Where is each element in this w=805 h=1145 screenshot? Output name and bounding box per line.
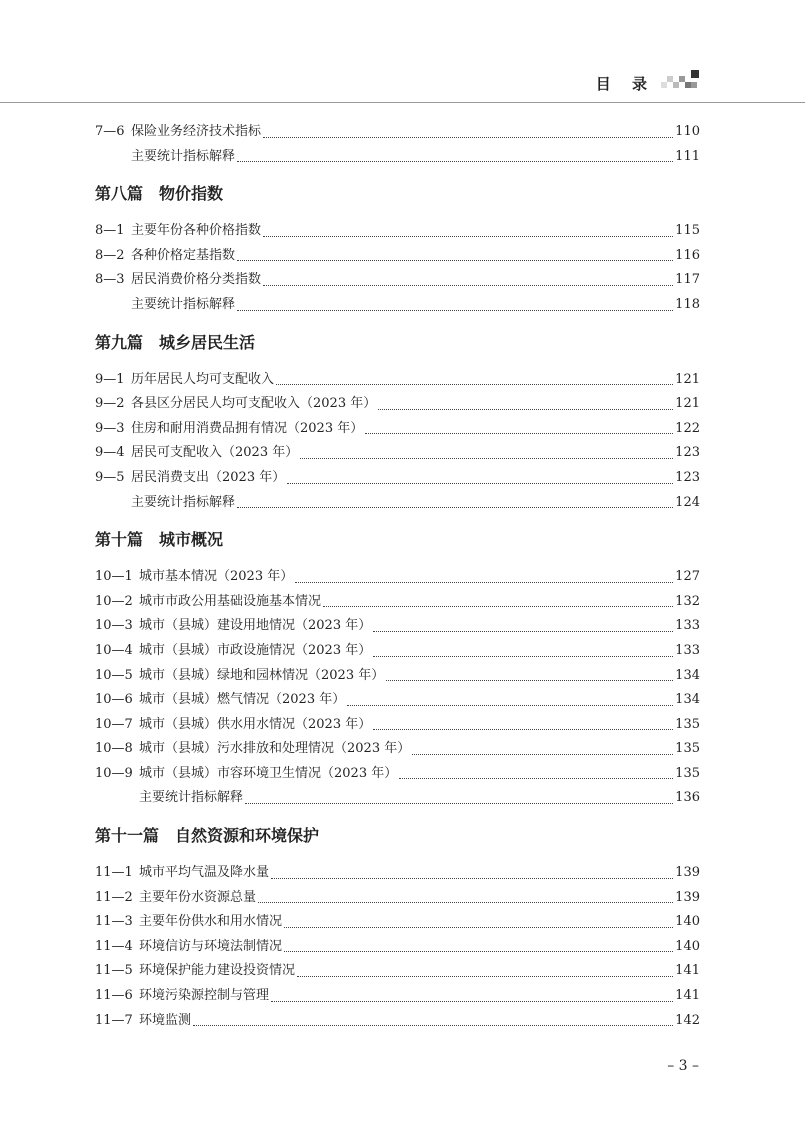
entry-page: 115 [675, 223, 700, 239]
toc-entry[interactable] [95, 688, 700, 713]
dot-leader [399, 777, 673, 779]
entry-page: 141 [675, 988, 700, 1004]
toc-entry[interactable] [95, 491, 700, 516]
dot-leader [378, 408, 673, 410]
entry-number: 10—7 [95, 716, 133, 732]
toc-entry[interactable] [95, 466, 700, 491]
entry-number: 11—4 [95, 938, 133, 954]
entry-title: 城市市政公用基础设施基本情况 [139, 593, 322, 609]
entry-title: 城市（县城）绿地和园林情况（2023 年） [139, 667, 385, 683]
table-of-contents [95, 120, 700, 1033]
entry-page: 111 [675, 148, 700, 164]
dot-leader [276, 383, 673, 385]
entry-number: 9—1 [95, 371, 125, 387]
entry-number: 8—1 [95, 223, 125, 239]
entry-page: 133 [675, 618, 700, 634]
toc-entry[interactable] [95, 639, 700, 664]
toc-entry[interactable] [95, 565, 700, 590]
dot-leader [365, 432, 673, 434]
toc-entry[interactable] [95, 737, 700, 762]
entry-number: 11—6 [95, 988, 133, 1004]
entry-title: 居民可支配收入（2023 年） [131, 445, 299, 461]
entry-page: 117 [675, 272, 700, 288]
toc-entry[interactable] [95, 664, 700, 689]
header-label: 目 录 [595, 75, 655, 93]
entry-page: 110 [675, 124, 700, 139]
header-decoration-icon [661, 70, 701, 94]
toc-entry[interactable] [95, 959, 700, 984]
toc-entry[interactable] [95, 886, 700, 911]
dot-leader [237, 160, 673, 162]
dot-leader [263, 136, 673, 138]
entry-page: 142 [675, 1012, 700, 1028]
entry-page: 124 [675, 494, 700, 510]
dot-leader [237, 506, 673, 508]
entry-number: 9—4 [95, 445, 125, 461]
toc-entry[interactable] [95, 268, 700, 293]
toc-entry[interactable] [95, 293, 700, 318]
entry-page: 139 [675, 865, 700, 881]
entry-page: 135 [675, 716, 700, 732]
entry-title: 主要年份各种价格指数 [131, 223, 262, 239]
entry-number: 11—3 [95, 914, 133, 930]
entry-number: 10—3 [95, 618, 133, 634]
toc-entry[interactable] [95, 441, 700, 466]
entry-number: 10—2 [95, 593, 133, 609]
entry-page: 134 [675, 667, 700, 683]
toc-entry[interactable] [95, 590, 700, 615]
dot-leader [271, 1000, 673, 1002]
entry-number: 11—2 [95, 889, 133, 905]
toc-entry[interactable] [95, 392, 700, 417]
toc-entry[interactable] [95, 244, 700, 269]
entry-title: 环境保护能力建设投资情况 [139, 963, 296, 979]
entry-page: 140 [675, 938, 700, 954]
entry-number: 8—2 [95, 247, 125, 263]
entry-page: 139 [675, 889, 700, 905]
entry-title: 居民消费价格分类指数 [131, 272, 262, 288]
dot-leader [193, 1024, 673, 1026]
dot-leader [347, 704, 673, 706]
toc-entry[interactable] [95, 713, 700, 738]
toc-entry[interactable] [95, 984, 700, 1009]
entry-page: 118 [675, 296, 700, 312]
entry-number: 11—7 [95, 1012, 133, 1028]
entry-title: 各县区分居民人均可支配收入（2023 年） [131, 396, 377, 412]
entry-title: 住房和耐用消费品拥有情况（2023 年） [131, 420, 364, 436]
entry-page: 132 [675, 593, 700, 609]
entry-page: 135 [675, 765, 700, 781]
toc-entry[interactable] [95, 861, 700, 886]
entry-page: 133 [675, 642, 700, 658]
dot-leader [263, 235, 673, 237]
entry-number: 10—9 [95, 765, 133, 781]
dot-leader [323, 605, 673, 607]
toc-entry[interactable] [95, 762, 700, 787]
dot-leader [245, 802, 673, 804]
entry-number: 11—1 [95, 865, 133, 881]
entry-page: 123 [675, 445, 700, 461]
toc-entry[interactable] [95, 786, 700, 811]
entry-title: 居民消费支出（2023 年） [131, 469, 286, 485]
toc-entry[interactable] [95, 145, 700, 170]
header-rule [0, 102, 805, 103]
page-number: – 3 – [667, 1058, 699, 1074]
entry-title: 主要年份供水和用水情况 [139, 914, 283, 930]
entry-page: 123 [675, 469, 700, 485]
entry-title: 保险业务经济技术指标 [131, 124, 262, 139]
entry-title: 环境监测 [139, 1012, 192, 1028]
entry-title: 城市基本情况（2023 年） [139, 569, 294, 585]
entry-title: 环境污染源控制与管理 [139, 988, 270, 1004]
entry-title: 城市（县城）建设用地情况（2023 年） [139, 618, 372, 634]
dot-leader [386, 679, 673, 681]
entry-title: 城市（县城）市容环境卫生情况（2023 年） [139, 765, 398, 781]
entry-number: 9—2 [95, 396, 125, 412]
entry-number: 10—4 [95, 642, 133, 658]
entry-number: 10—5 [95, 667, 133, 683]
entry-number: 10—1 [95, 569, 133, 585]
entry-page: 141 [675, 963, 700, 979]
entry-page: 135 [675, 741, 700, 757]
entry-title: 历年居民人均可支配收入 [131, 371, 275, 387]
entry-title: 城市（县城）市政设施情况（2023 年） [139, 642, 372, 658]
entry-page: 122 [675, 420, 700, 436]
dot-leader [373, 728, 673, 730]
entry-page: 136 [675, 790, 700, 806]
entry-title: 城市（县城）燃气情况（2023 年） [139, 692, 346, 708]
entry-number: 10—8 [95, 741, 133, 757]
dot-leader [237, 259, 673, 261]
dot-leader [300, 457, 673, 459]
dot-leader [287, 482, 673, 484]
entry-number: 8—3 [95, 272, 125, 288]
entry-title: 主要统计指标解释 [131, 148, 236, 164]
entry-page: 121 [675, 371, 700, 387]
entry-number: 7—6 [95, 124, 125, 139]
entry-title: 城市（县城）污水排放和处理情况（2023 年） [139, 741, 411, 757]
entry-title: 主要年份水资源总量 [139, 889, 257, 905]
entry-page: 134 [675, 692, 700, 708]
toc-entry[interactable] [95, 219, 700, 244]
entry-page: 127 [675, 569, 700, 585]
dot-leader [284, 926, 673, 928]
section-title: 第八篇 物价指数 [95, 184, 224, 204]
dot-leader [271, 877, 673, 879]
toc-entry[interactable] [95, 1009, 700, 1034]
toc-entry[interactable] [95, 935, 700, 960]
entry-title: 主要统计指标解释 [131, 494, 236, 510]
dot-leader [412, 753, 673, 755]
dot-leader [297, 975, 673, 977]
toc-entry[interactable] [95, 614, 700, 639]
dot-leader [263, 284, 673, 286]
entry-title: 主要统计指标解释 [139, 790, 244, 806]
entry-page: 140 [675, 914, 700, 930]
section-title: 第十篇 城市概况 [95, 530, 224, 550]
toc-entry[interactable] [95, 910, 700, 935]
entry-title: 城市平均气温及降水量 [139, 865, 270, 881]
section-title: 第九篇 城乡居民生活 [95, 332, 256, 352]
entry-page: 121 [675, 396, 700, 412]
dot-leader [258, 901, 673, 903]
entry-number: 9—5 [95, 469, 125, 485]
entry-number: 9—3 [95, 420, 125, 436]
dot-leader [284, 950, 673, 952]
entry-number: 10—6 [95, 692, 133, 708]
dot-leader [295, 581, 673, 583]
entry-title: 主要统计指标解释 [131, 296, 236, 312]
entry-title: 环境信访与环境法制情况 [139, 938, 283, 954]
section-title: 第十一篇 自然资源和环境保护 [95, 826, 320, 846]
toc-entry[interactable] [95, 417, 700, 442]
entry-page: 116 [675, 247, 700, 263]
entry-title: 各种价格定基指数 [131, 247, 236, 263]
toc-entry[interactable] [95, 120, 700, 145]
entry-number: 11—5 [95, 963, 133, 979]
entry-title: 城市（县城）供水用水情况（2023 年） [139, 716, 372, 732]
dot-leader [373, 655, 673, 657]
toc-entry[interactable] [95, 368, 700, 393]
dot-leader [373, 630, 673, 632]
dot-leader [237, 309, 673, 311]
